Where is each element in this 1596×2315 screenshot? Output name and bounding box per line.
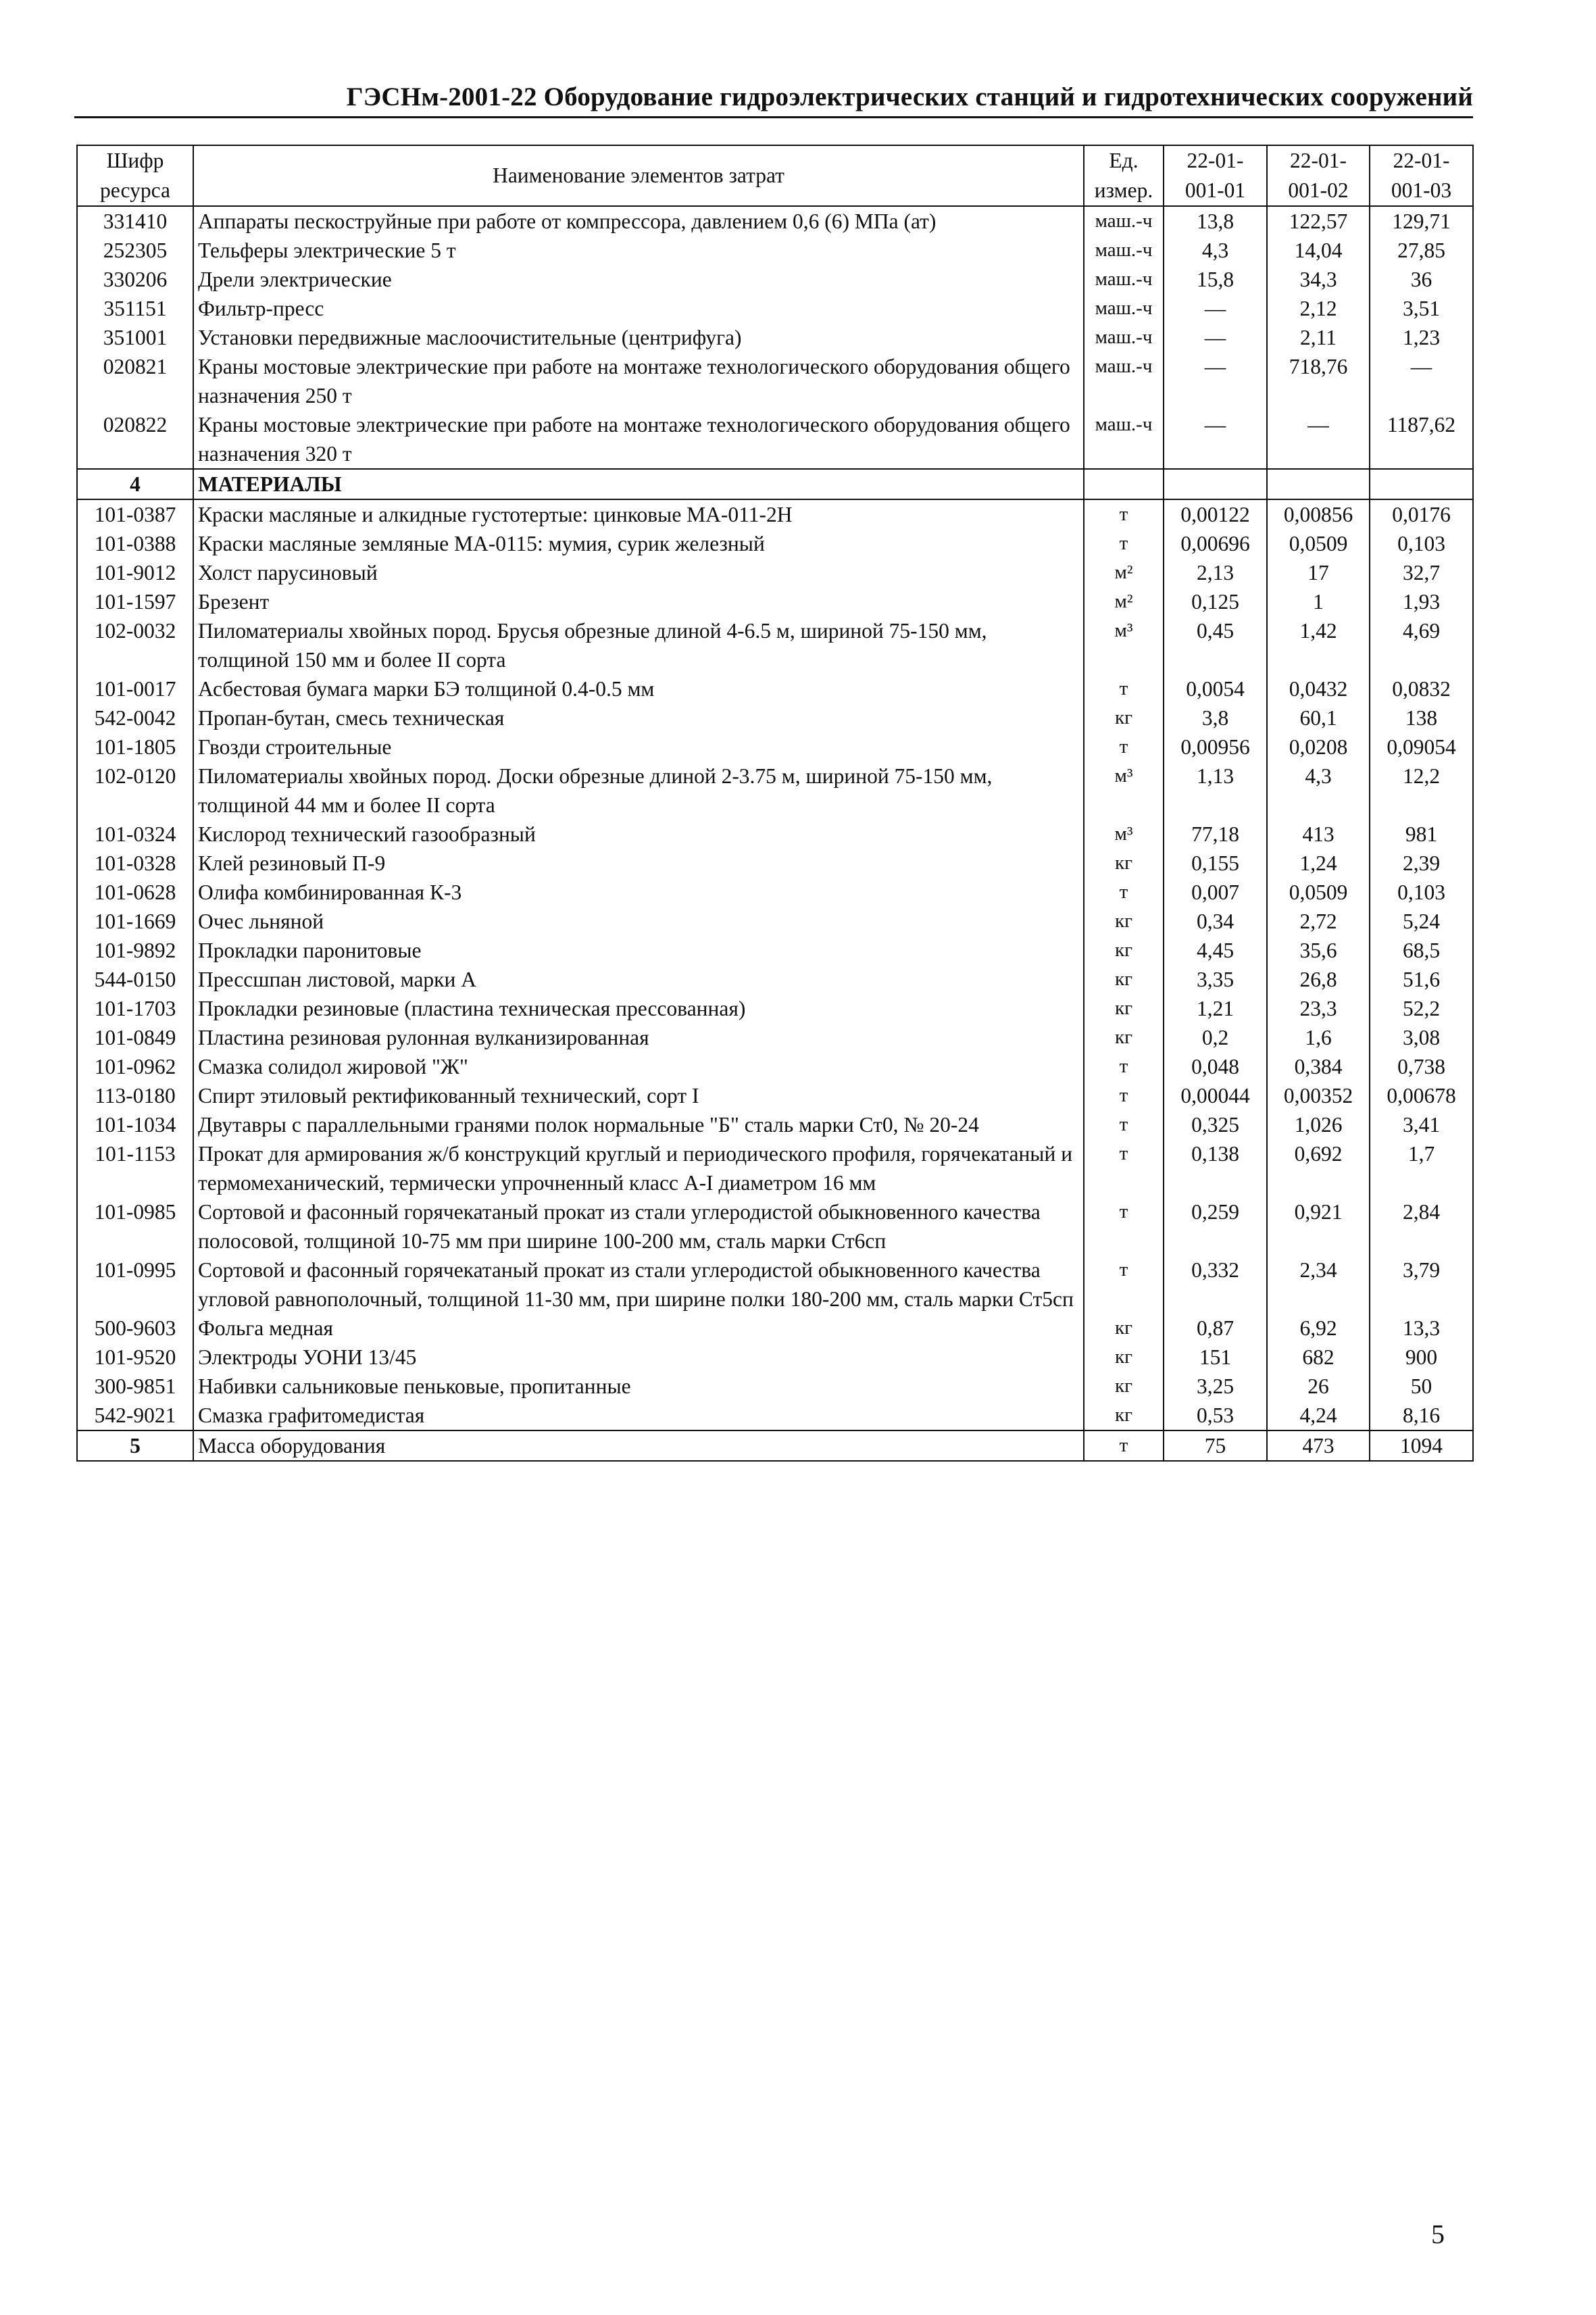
row-name: Смазка графитомедистая bbox=[193, 1401, 1084, 1430]
row-value-2: 718,76 bbox=[1267, 352, 1370, 410]
row-code: 101-0387 bbox=[77, 499, 193, 529]
row-code: 101-0849 bbox=[77, 1023, 193, 1052]
table-row bbox=[77, 1314, 1473, 1343]
row-value-3: 138 bbox=[1370, 703, 1473, 732]
row-name: Прокладки резиновые (пластина техническая прессованная) bbox=[193, 994, 1084, 1023]
row-name: Пропан-бутан, смесь техническая bbox=[193, 703, 1084, 732]
row-unit: кг bbox=[1084, 936, 1164, 965]
row-value-1: 0,007 bbox=[1164, 878, 1267, 907]
total-section bbox=[77, 1430, 1473, 1461]
total-v3: 1094 bbox=[1370, 1430, 1473, 1461]
row-name: Двутавры с параллельными гранями полок нормальные "Б" сталь марки Ст0, № 20-24 bbox=[193, 1110, 1084, 1139]
col-header-c3-line2: 001-03 bbox=[1391, 178, 1452, 202]
row-value-2: 122,57 bbox=[1267, 206, 1370, 236]
col-header-c2 bbox=[1267, 145, 1370, 206]
col-header-unit bbox=[1084, 145, 1164, 206]
col-header-unit-line1: Ед. bbox=[1109, 149, 1139, 172]
row-name: Краны мостовые электрические при работе на монтаже технологического оборудования общего назначения 320 т bbox=[193, 410, 1084, 469]
row-code: 020821 bbox=[77, 352, 193, 410]
table-row bbox=[77, 558, 1473, 587]
row-name: Брезент bbox=[193, 587, 1084, 616]
row-unit: кг bbox=[1084, 1314, 1164, 1343]
materials-section bbox=[77, 469, 1473, 499]
table-row bbox=[77, 674, 1473, 703]
row-code: 542-9021 bbox=[77, 1401, 193, 1430]
table-row bbox=[77, 878, 1473, 907]
row-name: Дрели электрические bbox=[193, 265, 1084, 294]
row-unit: м³ bbox=[1084, 762, 1164, 820]
row-name: Краски масляные земляные МА-0115: мумия, сурик железный bbox=[193, 529, 1084, 558]
row-value-2: 0,384 bbox=[1267, 1052, 1370, 1081]
table-row bbox=[77, 236, 1473, 265]
row-unit: м³ bbox=[1084, 616, 1164, 674]
row-name: Очес льняной bbox=[193, 907, 1084, 936]
row-name: Прокладки паронитовые bbox=[193, 936, 1084, 965]
row-name: Смазка солидол жировой "Ж" bbox=[193, 1052, 1084, 1081]
row-unit: маш.-ч bbox=[1084, 294, 1164, 323]
table-row bbox=[77, 1110, 1473, 1139]
row-code: 101-9520 bbox=[77, 1343, 193, 1372]
row-code: 101-1805 bbox=[77, 732, 193, 762]
page-number: 5 bbox=[1431, 2219, 1445, 2249]
table-row bbox=[77, 936, 1473, 965]
table-row bbox=[77, 352, 1473, 410]
col-header-code bbox=[77, 145, 193, 206]
row-value-3: 0,103 bbox=[1370, 529, 1473, 558]
row-name: Гвозди строительные bbox=[193, 732, 1084, 762]
table-row bbox=[77, 762, 1473, 820]
col-header-c3 bbox=[1370, 145, 1473, 206]
row-value-2: 26 bbox=[1267, 1372, 1370, 1401]
total-v1: 75 bbox=[1164, 1430, 1267, 1461]
table-row bbox=[77, 703, 1473, 732]
row-code: 113-0180 bbox=[77, 1081, 193, 1110]
col-header-c1 bbox=[1164, 145, 1267, 206]
row-unit: кг bbox=[1084, 965, 1164, 994]
row-unit: т bbox=[1084, 1110, 1164, 1139]
col-header-unit-line2: измер. bbox=[1094, 178, 1153, 202]
row-name: Холст парусиновый bbox=[193, 558, 1084, 587]
row-unit: м² bbox=[1084, 558, 1164, 587]
row-value-2: 0,921 bbox=[1267, 1197, 1370, 1255]
table-row bbox=[77, 1197, 1473, 1255]
row-name: Набивки сальниковые пеньковые, пропитанные bbox=[193, 1372, 1084, 1401]
table-row bbox=[77, 294, 1473, 323]
row-value-2: 0,0208 bbox=[1267, 732, 1370, 762]
row-name: Электроды УОНИ 13/45 bbox=[193, 1343, 1084, 1372]
row-value-3: 1187,62 bbox=[1370, 410, 1473, 469]
header-rule bbox=[74, 116, 1473, 118]
row-unit: кг bbox=[1084, 1023, 1164, 1052]
row-value-2: 2,11 bbox=[1267, 323, 1370, 352]
row-unit: т bbox=[1084, 732, 1164, 762]
row-unit: маш.-ч bbox=[1084, 352, 1164, 410]
row-name: Клей резиновый П-9 bbox=[193, 849, 1084, 878]
row-value-3: 13,3 bbox=[1370, 1314, 1473, 1343]
row-name: Пиломатериалы хвойных пород. Доски обрезные длиной 2-3.75 м, шириной 75-150 мм, толщиной 44 мм и более II сорта bbox=[193, 762, 1084, 820]
row-value-2: 0,692 bbox=[1267, 1139, 1370, 1197]
row-value-1: 15,8 bbox=[1164, 265, 1267, 294]
row-name: Тельферы электрические 5 т bbox=[193, 236, 1084, 265]
row-value-3: 52,2 bbox=[1370, 994, 1473, 1023]
table-row bbox=[77, 323, 1473, 352]
row-unit: кг bbox=[1084, 907, 1164, 936]
row-unit: маш.-ч bbox=[1084, 265, 1164, 294]
row-code: 101-0388 bbox=[77, 529, 193, 558]
row-code: 020822 bbox=[77, 410, 193, 469]
row-unit: кг bbox=[1084, 849, 1164, 878]
section-empty-unit bbox=[1084, 469, 1164, 499]
row-value-2: 4,3 bbox=[1267, 762, 1370, 820]
row-code: 351151 bbox=[77, 294, 193, 323]
row-value-1: 151 bbox=[1164, 1343, 1267, 1372]
row-name: Пластина резиновая рулонная вулканизированная bbox=[193, 1023, 1084, 1052]
col-header-c3-line1: 22-01- bbox=[1393, 149, 1450, 172]
row-value-3: 51,6 bbox=[1370, 965, 1473, 994]
row-code: 544-0150 bbox=[77, 965, 193, 994]
section-empty-c3 bbox=[1370, 469, 1473, 499]
row-code: 101-0962 bbox=[77, 1052, 193, 1081]
row-code: 101-1153 bbox=[77, 1139, 193, 1197]
col-header-code-line1: Шифр bbox=[106, 149, 164, 172]
row-code: 102-0120 bbox=[77, 762, 193, 820]
row-value-2: 682 bbox=[1267, 1343, 1370, 1372]
row-unit: т bbox=[1084, 529, 1164, 558]
row-code: 101-1669 bbox=[77, 907, 193, 936]
row-unit: м³ bbox=[1084, 820, 1164, 849]
section-title: МАТЕРИАЛЫ bbox=[193, 469, 1084, 499]
table-row bbox=[77, 265, 1473, 294]
row-unit: кг bbox=[1084, 994, 1164, 1023]
total-v2: 473 bbox=[1267, 1430, 1370, 1461]
row-value-2: 0,0509 bbox=[1267, 878, 1370, 907]
table-row bbox=[77, 965, 1473, 994]
row-value-2: 1,42 bbox=[1267, 616, 1370, 674]
row-value-3: 0,0176 bbox=[1370, 499, 1473, 529]
row-value-1: 0,00122 bbox=[1164, 499, 1267, 529]
row-name: Установки передвижные маслоочистительные (центрифуга) bbox=[193, 323, 1084, 352]
row-code: 542-0042 bbox=[77, 703, 193, 732]
row-value-1: — bbox=[1164, 323, 1267, 352]
row-value-2: 1,6 bbox=[1267, 1023, 1370, 1052]
row-code: 300-9851 bbox=[77, 1372, 193, 1401]
row-value-3: 4,69 bbox=[1370, 616, 1473, 674]
row-value-1: 2,13 bbox=[1164, 558, 1267, 587]
row-value-3: 68,5 bbox=[1370, 936, 1473, 965]
row-code: 101-0628 bbox=[77, 878, 193, 907]
row-value-1: 0,138 bbox=[1164, 1139, 1267, 1197]
table-row bbox=[77, 587, 1473, 616]
table-row bbox=[77, 1372, 1473, 1401]
row-value-2: 2,12 bbox=[1267, 294, 1370, 323]
row-name: Асбестовая бумага марки БЭ толщиной 0.4-0.5 мм bbox=[193, 674, 1084, 703]
row-code: 102-0032 bbox=[77, 616, 193, 674]
row-code: 101-1703 bbox=[77, 994, 193, 1023]
row-value-1: 0,00696 bbox=[1164, 529, 1267, 558]
row-name: Фильтр-пресс bbox=[193, 294, 1084, 323]
row-name: Пиломатериалы хвойных пород. Брусья обрезные длиной 4-6.5 м, шириной 75-150 мм, толщиной 150 мм и более II сорта bbox=[193, 616, 1084, 674]
row-unit: т bbox=[1084, 499, 1164, 529]
table-row bbox=[77, 907, 1473, 936]
row-code: 331410 bbox=[77, 206, 193, 236]
row-name: Сортовой и фасонный горячекатаный прокат из стали углеродистой обыкновенного качества угловой равнополочный, толщиной 11-30 мм, при ширине полки 180-200 мм, сталь марки Ст5сп bbox=[193, 1255, 1084, 1314]
row-value-1: 1,21 bbox=[1164, 994, 1267, 1023]
row-value-3: 0,00678 bbox=[1370, 1081, 1473, 1110]
table-row bbox=[77, 1081, 1473, 1110]
row-code: 330206 bbox=[77, 265, 193, 294]
row-value-1: 4,45 bbox=[1164, 936, 1267, 965]
col-header-c1-line2: 001-01 bbox=[1184, 178, 1246, 202]
col-header-c1-line1: 22-01- bbox=[1187, 149, 1244, 172]
row-value-2: 17 bbox=[1267, 558, 1370, 587]
row-code: 101-9892 bbox=[77, 936, 193, 965]
row-value-3: 32,7 bbox=[1370, 558, 1473, 587]
row-name: Краны мостовые электрические при работе на монтаже технологического оборудования общего назначения 250 т bbox=[193, 352, 1084, 410]
row-value-2: 2,34 bbox=[1267, 1255, 1370, 1314]
row-value-3: 27,85 bbox=[1370, 236, 1473, 265]
row-value-3: 1,23 bbox=[1370, 323, 1473, 352]
row-unit: т bbox=[1084, 1081, 1164, 1110]
row-value-1: — bbox=[1164, 410, 1267, 469]
table-row bbox=[77, 820, 1473, 849]
row-value-1: — bbox=[1164, 294, 1267, 323]
row-value-3: 3,08 bbox=[1370, 1023, 1473, 1052]
row-code: 252305 bbox=[77, 236, 193, 265]
row-unit: кг bbox=[1084, 1401, 1164, 1430]
row-code: 101-0985 bbox=[77, 1197, 193, 1255]
row-value-1: 0,0054 bbox=[1164, 674, 1267, 703]
row-code: 101-0995 bbox=[77, 1255, 193, 1314]
table-row bbox=[77, 616, 1473, 674]
row-value-2: 23,3 bbox=[1267, 994, 1370, 1023]
section-row-materials bbox=[77, 469, 1473, 499]
row-value-2: 0,0432 bbox=[1267, 674, 1370, 703]
row-name: Сортовой и фасонный горячекатаный прокат из стали углеродистой обыкновенного качества полосовой, толщиной 10-75 мм при ширине 100-200 мм, сталь марки Ст6сп bbox=[193, 1197, 1084, 1255]
row-value-1: 0,332 bbox=[1164, 1255, 1267, 1314]
row-value-2: 413 bbox=[1267, 820, 1370, 849]
table-row bbox=[77, 732, 1473, 762]
row-value-3: 2,84 bbox=[1370, 1197, 1473, 1255]
row-value-2: 1 bbox=[1267, 587, 1370, 616]
row-unit: маш.-ч bbox=[1084, 236, 1164, 265]
row-code: 101-0328 bbox=[77, 849, 193, 878]
row-code: 351001 bbox=[77, 323, 193, 352]
row-value-1: 0,34 bbox=[1164, 907, 1267, 936]
row-value-1: — bbox=[1164, 352, 1267, 410]
row-code: 101-9012 bbox=[77, 558, 193, 587]
row-code: 101-1034 bbox=[77, 1110, 193, 1139]
table-row bbox=[77, 499, 1473, 529]
row-value-2: 6,92 bbox=[1267, 1314, 1370, 1343]
row-value-2: 4,24 bbox=[1267, 1401, 1370, 1430]
row-value-2: 26,8 bbox=[1267, 965, 1370, 994]
row-value-3: 3,51 bbox=[1370, 294, 1473, 323]
row-value-3: — bbox=[1370, 352, 1473, 410]
row-value-2: — bbox=[1267, 410, 1370, 469]
row-value-1: 1,13 bbox=[1164, 762, 1267, 820]
row-unit: т bbox=[1084, 1052, 1164, 1081]
material-rows bbox=[77, 499, 1473, 1430]
table-row bbox=[77, 410, 1473, 469]
row-unit: т bbox=[1084, 1255, 1164, 1314]
row-value-1: 0,259 bbox=[1164, 1197, 1267, 1255]
row-value-2: 0,00856 bbox=[1267, 499, 1370, 529]
section-code: 4 bbox=[77, 469, 193, 499]
row-unit: маш.-ч bbox=[1084, 206, 1164, 236]
row-value-2: 0,0509 bbox=[1267, 529, 1370, 558]
row-name: Прессшпан листовой, марки А bbox=[193, 965, 1084, 994]
row-name: Прокат для армирования ж/б конструкций круглый и периодического профиля, горячекатаный и термомеханический, термически упрочненный класс А-I диаметром 16 мм bbox=[193, 1139, 1084, 1197]
table-row bbox=[77, 1023, 1473, 1052]
row-code: 101-0324 bbox=[77, 820, 193, 849]
total-unit: т bbox=[1084, 1430, 1164, 1461]
row-value-2: 1,24 bbox=[1267, 849, 1370, 878]
row-unit: т bbox=[1084, 1139, 1164, 1197]
table-row bbox=[77, 994, 1473, 1023]
col-header-c2-line2: 001-02 bbox=[1288, 178, 1349, 202]
row-value-1: 0,125 bbox=[1164, 587, 1267, 616]
row-value-2: 34,3 bbox=[1267, 265, 1370, 294]
table-row bbox=[77, 1401, 1473, 1430]
row-unit: кг bbox=[1084, 703, 1164, 732]
row-value-2: 35,6 bbox=[1267, 936, 1370, 965]
row-value-2: 14,04 bbox=[1267, 236, 1370, 265]
row-value-3: 8,16 bbox=[1370, 1401, 1473, 1430]
row-value-3: 0,103 bbox=[1370, 878, 1473, 907]
total-row bbox=[77, 1430, 1473, 1461]
col-header-code-line2: ресурса bbox=[100, 178, 170, 202]
row-unit: маш.-ч bbox=[1084, 323, 1164, 352]
row-unit: кг bbox=[1084, 1372, 1164, 1401]
row-value-2: 1,026 bbox=[1267, 1110, 1370, 1139]
table-row bbox=[77, 1255, 1473, 1314]
row-value-3: 0,09054 bbox=[1370, 732, 1473, 762]
row-value-3: 3,41 bbox=[1370, 1110, 1473, 1139]
row-code: 101-0017 bbox=[77, 674, 193, 703]
resource-table bbox=[76, 145, 1474, 1462]
col-header-name: Наименование элементов затрат bbox=[193, 145, 1084, 206]
row-code: 500-9603 bbox=[77, 1314, 193, 1343]
row-value-2: 60,1 bbox=[1267, 703, 1370, 732]
row-value-3: 5,24 bbox=[1370, 907, 1473, 936]
row-value-3: 0,738 bbox=[1370, 1052, 1473, 1081]
row-name: Олифа комбинированная К-3 bbox=[193, 878, 1084, 907]
row-unit: т bbox=[1084, 1197, 1164, 1255]
col-header-c2-line1: 22-01- bbox=[1290, 149, 1347, 172]
table-row bbox=[77, 1139, 1473, 1197]
row-name: Краски масляные и алкидные густотертые: цинковые МА-011-2Н bbox=[193, 499, 1084, 529]
row-unit: т bbox=[1084, 674, 1164, 703]
row-value-1: 0,53 bbox=[1164, 1401, 1267, 1430]
row-value-3: 3,79 bbox=[1370, 1255, 1473, 1314]
row-value-3: 36 bbox=[1370, 265, 1473, 294]
row-value-1: 3,25 bbox=[1164, 1372, 1267, 1401]
row-name: Аппараты пескоструйные при работе от компрессора, давлением 0,6 (6) МПа (ат) bbox=[193, 206, 1084, 236]
row-value-1: 13,8 bbox=[1164, 206, 1267, 236]
row-value-1: 3,8 bbox=[1164, 703, 1267, 732]
row-value-3: 900 bbox=[1370, 1343, 1473, 1372]
row-value-3: 1,93 bbox=[1370, 587, 1473, 616]
row-value-3: 12,2 bbox=[1370, 762, 1473, 820]
row-name: Фольга медная bbox=[193, 1314, 1084, 1343]
row-name: Спирт этиловый ректификованный технический, сорт I bbox=[193, 1081, 1084, 1110]
section-empty-c2 bbox=[1267, 469, 1370, 499]
section-empty-c1 bbox=[1164, 469, 1267, 499]
table-row bbox=[77, 1052, 1473, 1081]
row-value-1: 0,048 bbox=[1164, 1052, 1267, 1081]
machine-rows bbox=[77, 206, 1473, 469]
row-value-3: 0,0832 bbox=[1370, 674, 1473, 703]
row-unit: маш.-ч bbox=[1084, 410, 1164, 469]
row-value-1: 77,18 bbox=[1164, 820, 1267, 849]
row-code: 101-1597 bbox=[77, 587, 193, 616]
row-value-1: 0,00044 bbox=[1164, 1081, 1267, 1110]
table-row bbox=[77, 206, 1473, 236]
row-value-1: 0,87 bbox=[1164, 1314, 1267, 1343]
row-value-2: 2,72 bbox=[1267, 907, 1370, 936]
row-value-3: 1,7 bbox=[1370, 1139, 1473, 1197]
row-value-3: 981 bbox=[1370, 820, 1473, 849]
row-value-1: 3,35 bbox=[1164, 965, 1267, 994]
row-unit: т bbox=[1084, 878, 1164, 907]
table-row bbox=[77, 849, 1473, 878]
row-value-1: 0,45 bbox=[1164, 616, 1267, 674]
total-code: 5 bbox=[77, 1430, 193, 1461]
row-value-2: 0,00352 bbox=[1267, 1081, 1370, 1110]
table-row bbox=[77, 529, 1473, 558]
row-value-3: 129,71 bbox=[1370, 206, 1473, 236]
row-value-3: 50 bbox=[1370, 1372, 1473, 1401]
row-value-1: 0,2 bbox=[1164, 1023, 1267, 1052]
row-value-3: 2,39 bbox=[1370, 849, 1473, 878]
row-unit: м² bbox=[1084, 587, 1164, 616]
page-header-title: ГЭСНм-2001-22 Оборудование гидроэлектрических станций и гидротехнических сооружений bbox=[346, 82, 1473, 111]
row-value-1: 4,3 bbox=[1164, 236, 1267, 265]
row-name: Кислород технический газообразный bbox=[193, 820, 1084, 849]
table-header bbox=[77, 145, 1473, 206]
table-row bbox=[77, 1343, 1473, 1372]
row-value-1: 0,155 bbox=[1164, 849, 1267, 878]
row-value-1: 0,325 bbox=[1164, 1110, 1267, 1139]
row-value-1: 0,00956 bbox=[1164, 732, 1267, 762]
total-name: Масса оборудования bbox=[193, 1430, 1084, 1461]
row-unit: кг bbox=[1084, 1343, 1164, 1372]
